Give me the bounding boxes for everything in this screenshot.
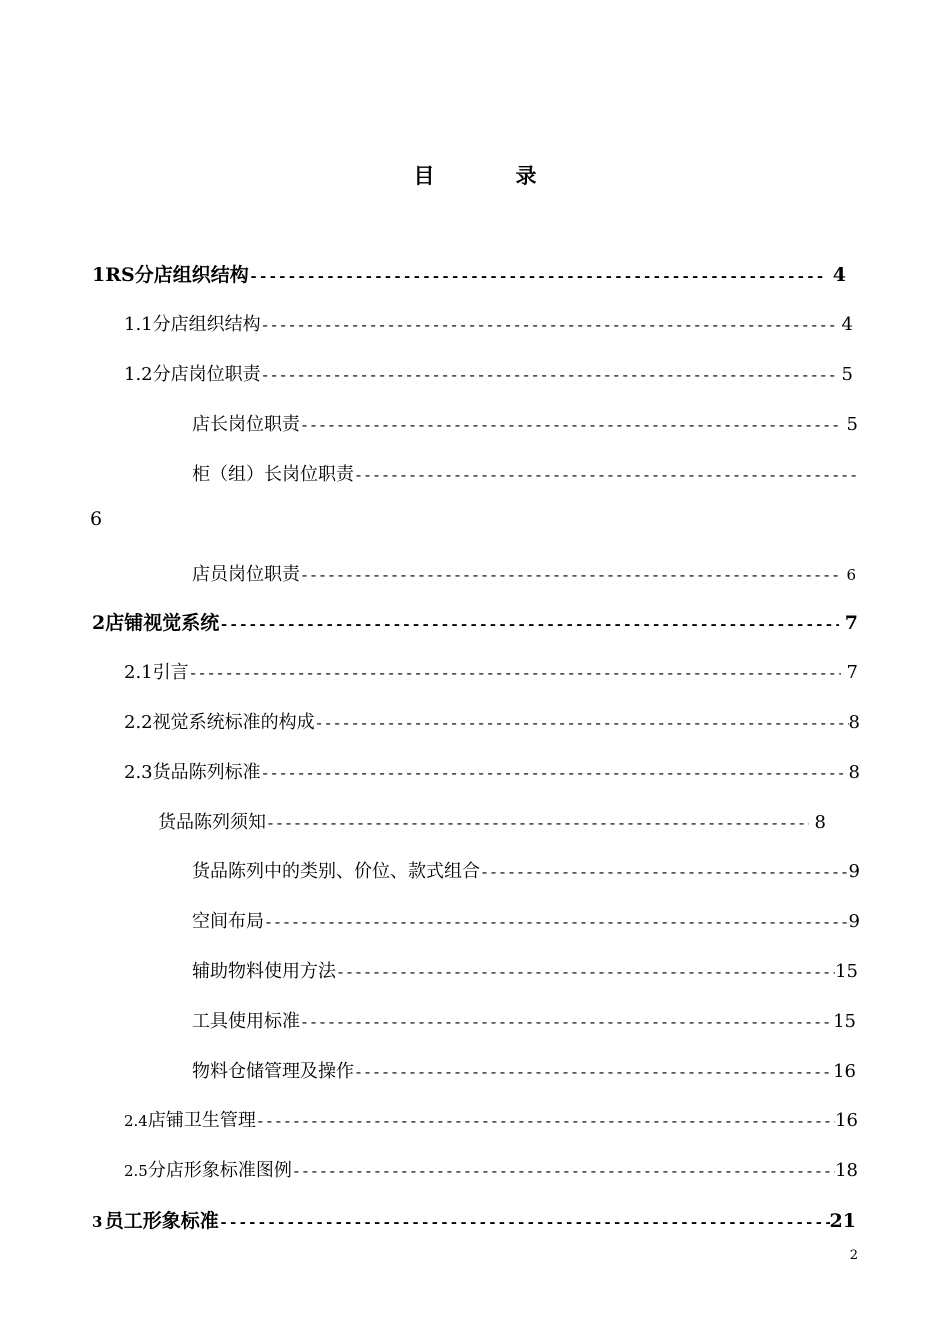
toc-page: 15: [833, 1011, 856, 1032]
toc-label: 分店组织结构: [152, 314, 261, 335]
toc-page: 21: [829, 1210, 856, 1232]
toc-number: 1.2: [124, 364, 153, 385]
toc-label: 物料仓储管理及操作: [192, 1061, 354, 1082]
toc-leader: [266, 816, 809, 833]
toc-label: 店铺卫生管理: [147, 1110, 256, 1131]
toc-page: 8: [848, 712, 860, 733]
toc-leader: [354, 468, 860, 485]
toc-leader: [354, 1065, 833, 1082]
page-number: 2: [849, 1248, 858, 1263]
toc-label: 货品陈列须知: [158, 812, 266, 833]
toc-entry-2[interactable]: [92, 608, 858, 635]
toc-leader: [300, 568, 842, 585]
toc-entry-2-5[interactable]: [124, 1156, 858, 1182]
toc-page: 4: [832, 264, 846, 286]
toc-leader: [336, 965, 835, 982]
toc-number: 3: [92, 1213, 103, 1231]
toc-page: 8: [814, 812, 826, 833]
toc-leader: [261, 368, 836, 385]
toc-label: 辅助物料使用方法: [192, 961, 336, 982]
toc-leader: [189, 666, 841, 683]
toc-page: 5: [846, 414, 858, 435]
toc-leader: [315, 716, 849, 733]
toc-page: 7: [846, 662, 858, 683]
toc-number: 2.3: [124, 762, 153, 783]
toc-leader: [300, 418, 841, 435]
toc-label: RS分店组织结构: [105, 264, 249, 286]
toc-entry-2-1[interactable]: [124, 658, 858, 684]
toc-entry-counter-lead-duties[interactable]: [192, 460, 860, 486]
toc-entry-clerk-duties[interactable]: [192, 560, 856, 586]
toc-number: 2.5: [124, 1162, 148, 1180]
toc-entry-tool-standards[interactable]: [192, 1007, 856, 1033]
toc-label: 员工形象标准: [104, 1210, 219, 1232]
toc-page: 9: [848, 911, 860, 932]
toc-label: 货品陈列标准: [152, 762, 261, 783]
toc-page: 18: [835, 1160, 858, 1181]
toc-entry-1[interactable]: [92, 260, 846, 287]
toc-page: 5: [841, 364, 853, 385]
toc-number: 1: [92, 264, 106, 286]
toc-leader: [261, 318, 836, 335]
toc-entry-display-notes[interactable]: [158, 808, 826, 834]
toc-page: 7: [844, 612, 858, 634]
toc-leader: [219, 1214, 830, 1232]
toc-entry-3[interactable]: [92, 1206, 856, 1233]
toc-entry-1-1[interactable]: [124, 310, 853, 336]
toc-leader: [264, 915, 849, 932]
toc-leader: [219, 616, 839, 634]
toc-leader: [480, 865, 849, 882]
toc-leader: [292, 1164, 835, 1181]
toc-entry-space-layout[interactable]: [192, 907, 860, 933]
toc-label: 柜（组）长岗位职责: [192, 464, 354, 485]
toc-leader: [256, 1114, 835, 1131]
toc-page: 6: [846, 566, 856, 584]
toc-entry-display-combination[interactable]: [192, 857, 860, 883]
toc-page-wrapped: 6: [90, 508, 103, 530]
toc-entry-1-2[interactable]: [124, 360, 853, 386]
toc-label: 店长岗位职责: [192, 414, 300, 435]
toc-number: 2.1: [124, 662, 153, 683]
toc-entry-2-2[interactable]: [124, 708, 860, 734]
toc-page: 16: [835, 1110, 858, 1131]
toc-title: 目 录: [413, 163, 567, 188]
toc-entry-manager-duties[interactable]: [192, 410, 858, 436]
toc-page: 15: [835, 961, 858, 982]
toc-leader: [300, 1015, 833, 1032]
toc-leader: [249, 268, 827, 286]
toc-label: 店员岗位职责: [192, 564, 300, 585]
toc-number: 2: [92, 612, 106, 634]
toc-page: 9: [848, 861, 860, 882]
toc-page: 16: [833, 1061, 856, 1082]
toc-number: 2.2: [124, 712, 153, 733]
toc-page: 8: [848, 762, 860, 783]
toc-number: 1.1: [124, 314, 153, 335]
toc-label: 空间布局: [192, 911, 264, 932]
toc-label: 分店岗位职责: [152, 364, 261, 385]
toc-entry-2-4[interactable]: [124, 1106, 858, 1132]
toc-label: 视觉系统标准的构成: [152, 712, 315, 733]
toc-label: 店铺视觉系统: [105, 612, 220, 634]
toc-entry-aux-materials[interactable]: [192, 957, 858, 983]
toc-entry-2-3[interactable]: [124, 758, 860, 784]
toc-number: 2.4: [124, 1112, 148, 1130]
toc-label: 分店形象标准图例: [147, 1160, 292, 1181]
toc-label: 工具使用标准: [192, 1011, 300, 1032]
toc-entry-material-storage[interactable]: [192, 1057, 856, 1083]
toc-label: 货品陈列中的类别、价位、款式组合: [192, 861, 480, 882]
toc-leader: [261, 766, 843, 783]
toc-label: 引言: [152, 662, 189, 683]
toc-page: 4: [841, 314, 853, 335]
